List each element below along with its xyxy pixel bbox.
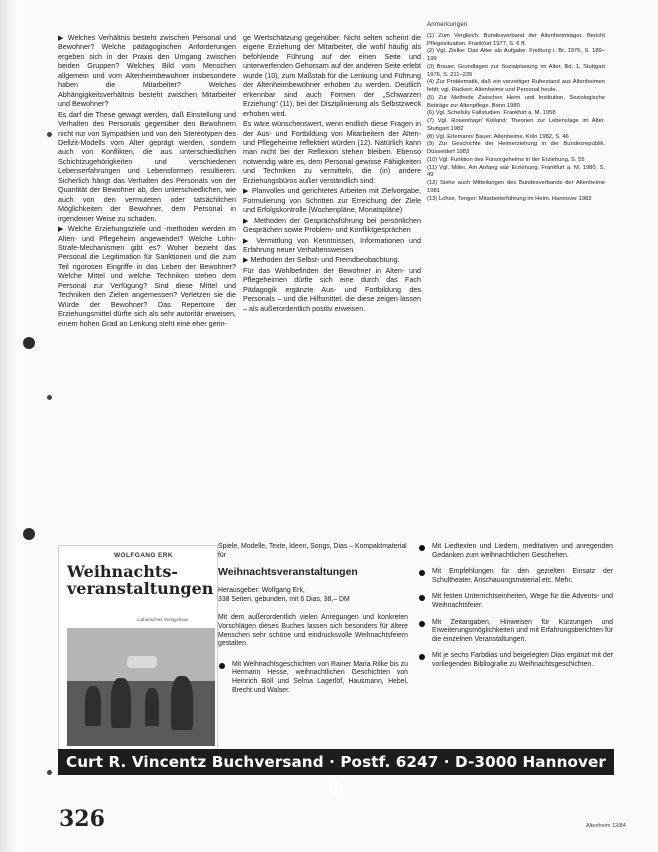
note-item: (7) Vgl. Rosenmayr/ Kolland: Theorien zur Lebenslage im Alter. Stuttgart 1982	[427, 118, 605, 132]
ad-bullet	[418, 652, 613, 669]
ad-bullet-text: Mit Empfehlungen für den gezielten Einsatz der Schultheater, Anschauungsmaterial etc. Mehr.	[432, 568, 613, 584]
ad-bullet-text: Mit Zeitangaben, Hinweisen für Kürzungen und Erweiterungsmöglichkeiten und mit Erfahrungsberichten für die einzelnen Veranstaltungen.	[432, 618, 613, 643]
ad-bullet-text: Mit festen Unterrichtseinheiten, Wege für die Advents- und Weihnachtsfeier.	[432, 593, 613, 609]
bullet-dot-icon	[219, 663, 225, 669]
book-advertisement	[58, 539, 614, 797]
photo-figure	[111, 678, 131, 728]
list-item: ▶ Planvolles und gerichtetes Arbeiten mit Zielvorgabe, Formulierung von Schritten zur Erreichung der Ziele und Erfolgskontrolle (Wochenpläne, Monatspläne)	[243, 186, 421, 215]
paragraph: Es wäre wünschenswert, wenn endlich diese Fragen in der Aus- und Fortbildung von Mitarbeitern der Alten- und Pflegeheime reflektiert würden (12). Natürlich kann man nicht bei der Reflexion stehen bleiben. Ebenso notwendig wäre es, dem Personal gewisse Fähigkeiten und Techniken zu vermitteln, die (in) andere Erziehungsbüros außer verständlich sind:	[243, 119, 421, 185]
bullet-dot-icon	[419, 621, 425, 627]
ad-bullet	[418, 619, 613, 645]
ad-bullet-text: Mit Liedtexten und Liedern, meditativen und anregenden Gedanken zum weihnachtlichen Geschehen.	[432, 543, 613, 559]
photo-background	[67, 628, 215, 681]
note-item: (13) Lohse, Tenger: Mitarbeiterführung im Heim. Hannover 1982	[427, 195, 592, 202]
paragraph: ▶ Welche Erziehungsziele und -methoden werden im Alten- und Pflegeheim angewendet? Welche Lohn-Strafe-Mechanismen gibt es? Woher bezieht das Personal die Legitimation für Sanktionen und die zum Teil rigorosen Eingriffe in das Leben der Bewohner? Welche Mittel und welche Techniken stehen dem Personal zur Verfügung? Sind diese Mittel und Techniken den Zielen angemessen? Verletzen sie die Würde der Bewohner? Das Repertoire der Erziehungsmittel dürfte sich als sehr autoritär erweisen, einem hohen Grad an Lenkung steht eine eher gerin-	[58, 224, 236, 328]
page-number: 326	[59, 806, 105, 832]
note-item: (12) Siehe auch Mitteilungen des Bundesverbands der Altenheime 1981	[427, 180, 605, 194]
bullet-dot-icon	[419, 595, 425, 601]
note-item: (11) Vgl. Miller, Am Anfang war Erziehung. Frankfurt a. M. 1980, S. 49	[427, 164, 605, 179]
note-item: (6) Vgl. Schelsky Fallstudien. Frankfurt a. M. 1958	[427, 110, 556, 117]
photo-figure	[85, 686, 101, 726]
list-item: ▶ Methoden der Gesprächsführung bei persönlichen Gesprächen sowie Problem- und Konfliktgesprächen	[243, 215, 421, 235]
punch-hole	[23, 337, 35, 349]
paragraph: Es darf die These gewagt werden, daß Einstellung und Verhalten des Personals gegenüber den Bewohnern nicht nur von Sympathien und von den Stereotypen des Defizit-Modells vom Alter geprägt werden, sondern auch von Konflikten, die aus unterschiedlichen Schichtzugehörigkeiten und verschiedenen Lebenserfahrungen und Lebensformen resultieren. Sicherlich hängt das Verhalten des Personals von der Quantität der Bewohner ab, den unterschiedlichen, wie auch von den vermuteten oder tatsächlichen Möglichkeiten der Bewohner, dem Personal in irgendeiner Weise zu schaden.	[58, 109, 236, 223]
ad-editor-line: Herausgeber: Wolfgang Erk,	[218, 587, 305, 595]
ad-editor-line: 338 Seiten, gebunden, mit 6 Dias, 38,– DM	[218, 595, 350, 603]
cover-publisher: Lutherisches Verlagshaus	[137, 617, 189, 622]
paragraph: ▶ Welches Verhältnis besteht zwischen Personal und Bewohner? Welche pädagogischen Anforderungen ergeben sich in der Praxis den Umgang zwischen beiden Gruppen? Welches Bild vom Menschen allgemein und vom Altenheimbewohner insbesondere haben die Mitarbeiter? Welches Abhängigkeitsverhältnis besteht zwischen Mitarbeiter und Bewohner?	[58, 33, 236, 109]
note-item: (1) Zum Vergleich: Bundesverband der Altenheimträger, Bericht Pflegesituation. Frankfurt 1977, S. 6 ff.	[427, 32, 605, 47]
photo-banner	[127, 656, 157, 668]
photo-figure	[171, 676, 193, 730]
note-item: (3) Brauer, Grundlagen zur Sozialplanung im Alter, Bd. 1. Stuttgart 1976, S. 211–225	[427, 63, 605, 78]
note-item: (2) Vgl. Zielke: Das Alter als Aufgabe. Freiburg i. Br. 1976, S. 189–199	[427, 48, 605, 62]
paragraph: Für das Wohlbefinden der Bewohner in Alten- und Pflegeheimen dürfte sich eine durch das Fach Pädagogik ergänzte Aus- und Fortbildung des Personals – und die Hilfsmittel, die diese zeigen lassen – als außerordentlich positiv erweisen.	[243, 265, 421, 313]
cover-title-line: Weihnachts-	[67, 562, 178, 581]
ad-description	[218, 543, 408, 695]
cover-photo	[67, 628, 215, 746]
note-item: (9) Zur Geschichte der Heimerziehung in der Bundesrepublik. Düsseldorf 1983	[427, 141, 605, 155]
text-column-2	[243, 33, 421, 314]
bullet-dot-icon	[419, 545, 425, 551]
hole-mark	[47, 132, 52, 137]
note-item: (5) Zur Methode Zwischen Heim und Institution, Soziologische Beiträge zur Altenpflege. Bonn 1980	[427, 94, 605, 109]
paragraph: ge Wertschätzung gegenüber. Nicht selten scheint die eigene Erziehung der Mitarbeiter, die wohl häufig als befohlende Führung auf der einen Seite und unterwerfenden Gehorsam auf der anderen Seite erlebt wurde (10), zum Maßstab für die Lenkung und Führung der Altenheimbewohner erhoben zu werden. Deutlich erkennbar sind auch Formen der „Schwarzen Erziehung“ (11), bei der Disziplinierung als Selbstzweck erhoben wird.	[243, 33, 421, 118]
hole-mark	[47, 395, 52, 400]
cover-title	[67, 563, 217, 597]
bullet-dot-icon	[419, 570, 425, 576]
ad-editor-info	[218, 587, 408, 604]
note-item: (4) Zur Problematik, daß ein vorzeitiger Ruhestand aus Altenheimen fehlt; vgl. Rückert: Altenheime und Personal heute.	[427, 79, 605, 93]
photo-figure	[145, 688, 159, 726]
ad-intro: Spiele, Modelle, Texte, Ideen, Songs, Dias – Kompaktmaterial für	[218, 543, 407, 559]
notes-column	[427, 22, 605, 203]
notes-heading: Anmerkungen	[427, 22, 468, 28]
ad-bullet-text: Mit je sechs Farbdias und beigelegten Dias ergänzt mit der vorliegenden Bibliografie zu Weihnachtsgeschichten.	[432, 652, 613, 668]
cover-author: WOLFGANG ERK	[114, 552, 173, 559]
list-item: ▶ Vermittlung von Kenntnissen, Informationen und Erfahrung neuer Verhaltensweisen	[243, 235, 421, 254]
cover-title-line: veranstaltungen	[67, 579, 214, 598]
book-cover	[58, 545, 218, 753]
text-column-1	[58, 33, 236, 329]
ad-bullet	[418, 543, 613, 560]
hole-mark	[47, 770, 52, 775]
page-edge-shadow	[0, 0, 18, 852]
ad-bullet	[418, 593, 613, 610]
note-item: (8) Vgl. Erlemann/ Bauer: Altenheime, Köln 1982, S. 46	[427, 133, 569, 140]
ad-body-text: Mit dem außerordentlich vielen Anregungen und konkreten Vorschlägen dieses Buches lassen sich besonders für ältere Menschen sehr schöne und eindrucksvolle Weihnachtsfeiern gestalten.	[218, 614, 408, 648]
ad-bullet	[418, 568, 613, 585]
ad-heading: Weihnachtsveranstaltungen	[218, 566, 358, 579]
footer-note: Altenheim 12/84	[586, 823, 626, 829]
ad-bullet	[218, 661, 408, 695]
publisher-banner: Curt R. Vincentz Buchversand · Postf. 6247 · D-3000 Hannover 1	[58, 749, 614, 775]
ad-bullet-text: Mit Weihnachtsgeschichten von Rainer Maria Rilke bis zu Hermann Hesse, weihnachtlichen Geschichten von Heinrich Böll und Selma Lagerlöf, Hausmann, Hebel, Brecht und Walser.	[232, 660, 408, 694]
note-item: (10) Vgl. Funktion des Fürsorgeheims in der Erziehung, S. 55	[427, 156, 585, 163]
bullet-dot-icon	[419, 654, 425, 660]
ad-feature-list	[418, 543, 613, 678]
punch-hole	[23, 528, 35, 540]
list-item: ▶ Methoden der Selbst- und Fremdbeobachtung.	[243, 255, 400, 265]
